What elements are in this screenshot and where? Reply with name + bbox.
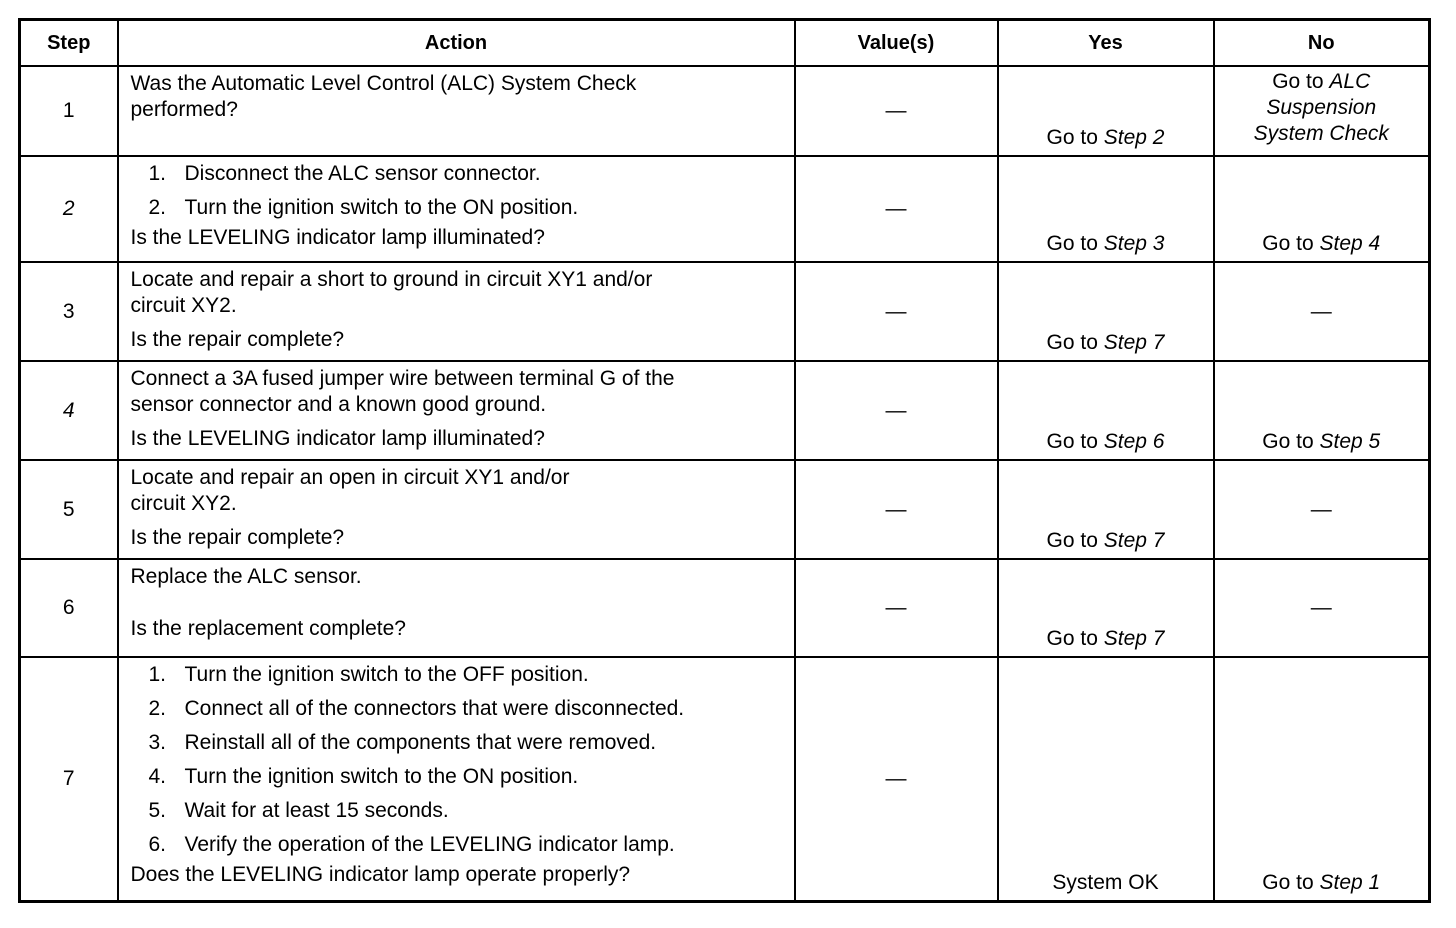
action-cell	[118, 262, 795, 361]
no-link-system-check[interactable]: System Check	[1253, 122, 1389, 145]
action-line: circuit XY2.	[130, 492, 237, 515]
step-number: 5	[20, 460, 118, 559]
action-question: Is the repair complete?	[130, 526, 345, 549]
yes-cell: System OK	[998, 657, 1214, 901]
no-cell	[1214, 657, 1430, 901]
yes-cell	[998, 361, 1214, 460]
numbered-item: 1. Turn the ignition switch to the OFF position.	[148, 663, 589, 686]
yes-step-link[interactable]: Step 3	[1103, 232, 1165, 255]
table-row-step-7	[20, 657, 1430, 901]
no-cell	[1214, 66, 1430, 156]
table-row-step-2	[20, 156, 1430, 262]
numbered-item: 2. Connect all of the connectors that were disconnected.	[148, 697, 685, 720]
action-line: performed?	[130, 98, 238, 121]
yes-cell	[998, 262, 1214, 361]
action-question: Is the repair complete?	[130, 328, 345, 351]
action-cell	[118, 657, 795, 901]
no-cell: —	[1214, 460, 1430, 559]
header-action: Action	[118, 20, 795, 67]
table-row-step-3	[20, 262, 1430, 361]
action-question: Is the LEVELING indicator lamp illuminated?	[130, 427, 545, 450]
step-number: 4	[20, 361, 118, 460]
yes-prefix: Go to	[1046, 331, 1098, 354]
header-yes: Yes	[998, 20, 1214, 67]
no-step-link[interactable]: Step 1	[1319, 870, 1381, 894]
action-line: Was the Automatic Level Control (ALC) System Check	[130, 72, 637, 95]
action-line: sensor connector and a known good ground.	[130, 393, 547, 416]
action-cell	[118, 156, 795, 262]
no-cell: —	[1214, 559, 1430, 657]
yes-step-link[interactable]: Step 7	[1103, 331, 1165, 354]
action-question: Is the LEVELING indicator lamp illuminated?	[130, 226, 545, 249]
table-row-step-6	[20, 559, 1430, 657]
no-prefix: Go to	[1262, 232, 1314, 255]
values-cell: —	[795, 262, 998, 361]
no-cell	[1214, 361, 1430, 460]
no-prefix: Go to	[1272, 70, 1324, 93]
action-cell	[118, 559, 795, 657]
yes-cell	[998, 559, 1214, 657]
yes-prefix: Go to	[1046, 529, 1098, 552]
table-row-step-5	[20, 460, 1430, 559]
step-number: 7	[20, 657, 118, 901]
table-row-step-4	[20, 361, 1430, 460]
values-cell: —	[795, 66, 998, 156]
table-row-step-1	[20, 66, 1430, 156]
action-cell	[118, 66, 795, 156]
no-link-suspension[interactable]: Suspension	[1266, 96, 1377, 119]
step-number: 6	[20, 559, 118, 657]
action-line: Locate and repair a short to ground in circuit XY1 and/or	[130, 268, 653, 291]
numbered-item: 4. Turn the ignition switch to the ON position.	[148, 765, 579, 788]
yes-step-link[interactable]: Step 6	[1103, 430, 1165, 453]
yes-cell	[998, 460, 1214, 559]
step-number: 2	[20, 156, 118, 262]
action-cell	[118, 361, 795, 460]
header-no: No	[1214, 20, 1430, 67]
yes-prefix: Go to	[1046, 430, 1098, 453]
header-step: Step	[20, 20, 118, 67]
values-cell: —	[795, 361, 998, 460]
values-cell: —	[795, 559, 998, 657]
numbered-item: 5. Wait for at least 15 seconds.	[148, 799, 449, 822]
numbered-item: 6. Verify the operation of the LEVELING indicator lamp.	[148, 833, 675, 856]
values-cell: —	[795, 156, 998, 262]
no-cell	[1214, 156, 1430, 262]
yes-cell	[998, 156, 1214, 262]
yes-prefix: Go to	[1046, 232, 1098, 255]
action-line: Connect a 3A fused jumper wire between terminal G of the	[130, 367, 675, 390]
numbered-item: 3. Reinstall all of the components that were removed.	[148, 731, 657, 754]
step-number: 3	[20, 262, 118, 361]
no-link-alc[interactable]: ALC	[1329, 70, 1371, 93]
action-question: Does the LEVELING indicator lamp operate properly?	[130, 863, 631, 886]
values-cell: —	[795, 657, 998, 901]
yes-cell	[998, 66, 1214, 156]
yes-step-link[interactable]: Step 2	[1103, 126, 1165, 149]
header-values: Value(s)	[795, 20, 998, 67]
yes-step-link[interactable]: Step 7	[1103, 529, 1165, 552]
numbered-item: 1. Disconnect the ALC sensor connector.	[148, 162, 541, 185]
action-line: circuit XY2.	[130, 294, 237, 317]
step-number: 1	[20, 66, 118, 156]
no-step-link[interactable]: Step 5	[1319, 430, 1381, 453]
action-question: Is the replacement complete?	[130, 617, 406, 640]
no-cell: —	[1214, 262, 1430, 361]
action-line: Replace the ALC sensor.	[130, 565, 362, 588]
no-prefix: Go to	[1262, 430, 1314, 453]
action-cell	[118, 460, 795, 559]
no-prefix: Go to	[1262, 870, 1314, 894]
yes-prefix: Go to	[1046, 627, 1098, 650]
no-step-link[interactable]: Step 4	[1319, 232, 1381, 255]
values-cell: —	[795, 460, 998, 559]
header-row	[20, 20, 1430, 67]
action-line: Locate and repair an open in circuit XY1 and/or	[130, 466, 570, 489]
diagnostic-table	[18, 18, 1431, 903]
yes-step-link[interactable]: Step 7	[1103, 627, 1165, 650]
yes-prefix: Go to	[1046, 126, 1098, 149]
numbered-item: 2. Turn the ignition switch to the ON position.	[148, 196, 579, 219]
